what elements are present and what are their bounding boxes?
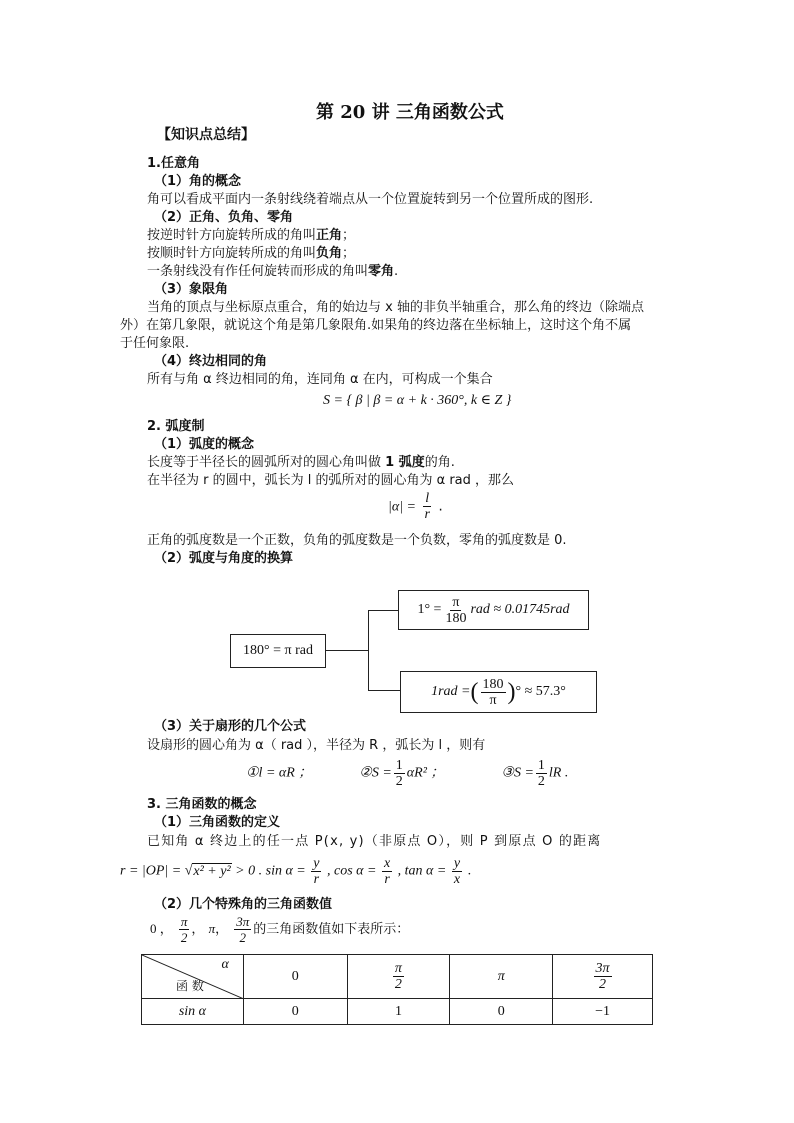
s2-sub1-line3: 正角的弧度数是一个正数，负角的弧度数是一个负数，零角的弧度数是 0. [147,533,567,548]
s2-heading: 2. 弧度制 [147,419,205,434]
special-angles-line: 0 ， $\frac{\pi}{2}$ ， π， $\frac{3\pi}{2}$ 的三角函数值如下表所示： [150,914,410,945]
connector-h-center [325,650,369,651]
s1-heading: 1.任意角 [147,156,200,171]
s1-sub2-line3: 一条射线没有作任何旋转而形成的角叫零角. [147,264,399,279]
s1-sub3-line2: 外）在第几象限，就说这个角是第几象限角.如果角的终边落在坐标轴上，这时这个角不属 [120,318,632,333]
box-180-pi-rad: 180° = π rad [230,634,326,668]
s1-sub3-line3: 于任何象限. [120,336,190,351]
trig-values-table [141,954,653,1025]
table-row [142,999,653,1025]
header-cell: $\frac{3\pi}{2}$ [553,955,653,999]
trig-definition-formula: r = |OP| = √x² + y² > 0 . sin α = $\frac{y}{r}$ , cos α = $\frac{x}{r}$ , tan α = $\frac{y}{x}$ . [120,856,472,887]
s3-sub2-heading: （2）几个特殊角的三角函数值 [154,897,333,912]
coterminal-set-formula: S = { β | β = α + k · 360°, k ∈ Z } [323,393,512,408]
section-header: 【知识点总结】 [157,127,255,143]
s3-sub1-line1: 已知角 α 终边上的任一点 P(x, y)（非原点 O），则 P 到原点 O 的距离 [147,834,602,849]
connector-v [368,610,369,690]
s2-sub3-heading: （3）关于扇形的几个公式 [154,719,307,734]
header-cell: $\frac{\pi}{2}$ [347,955,450,999]
table-cell: −1 [553,999,653,1025]
s1-sub1-text: 角可以看成平面内一条射线绕着端点从一个位置旋转到另一个位置所成的图形. [147,192,594,207]
s1-sub3-line1: 当角的顶点与坐标原点重合，角的始边与 x 轴的非负半轴重合，那么角的终边（除端点 [147,300,644,315]
s3-heading: 3. 三角函数的概念 [147,797,257,812]
box-one-degree: 1° = $\frac{\pi}{180}$ rad ≈ 0.01745rad [398,590,589,630]
s2-sub2-heading: （2）弧度与角度的换算 [154,551,294,566]
sector-formulas: ①l = αR ； ②S = $\frac{1}{2}$ αR² ； ③S = $\frac{1}{2}$ lR . [246,758,569,789]
table-header-row [142,955,653,999]
s1-sub2-heading: （2）正角、负角、零角 [154,210,294,225]
s2-sub1-heading: （1）弧度的概念 [154,437,255,452]
s1-sub4-text: 所有与角 α 终边相同的角，连同角 α 在内，可构成一个集合 [147,372,493,387]
row-label: sin α [142,999,244,1025]
header-cell: π [450,955,553,999]
s1-sub4-heading: （4）终边相同的角 [154,354,268,369]
connector-h-top [368,610,398,611]
table-cell: 0 [450,999,553,1025]
table-corner-cell: α 函 数 [142,955,244,999]
s1-sub2-line1: 按逆时针方向旋转所成的角叫正角； [147,228,356,243]
s2-sub1-line1: 长度等于半径长的圆弧所对的圆心角叫做 1 弧度的角. [147,455,455,470]
s1-sub2-line2: 按顺时针方向旋转所成的角叫负角； [147,246,356,261]
header-cell: 0 [243,955,347,999]
page-title: 第 20 讲 三角函数公式 [316,102,504,123]
s1-sub1-heading: （1）角的概念 [154,174,242,189]
s2-sub1-line2: 在半径为 r 的圆中，弧长为 l 的弧所对的圆心角为 α rad ，那么 [147,473,515,488]
s2-sub3-text: 设扇形的圆心角为 α（ rad ），半径为 R ，弧长为 l ，则有 [147,738,486,753]
connector-h-bottom [368,690,400,691]
box-one-rad: 1rad = ( $\frac{180}{\pi}$ ) ° ≈ 57.3° [400,671,597,713]
table-cell: 1 [347,999,450,1025]
s3-sub1-heading: （1）三角函数的定义 [154,815,281,830]
radian-formula: |α| = $\frac{l}{r}$ . [388,491,443,522]
s1-sub3-heading: （3）象限角 [154,282,229,297]
table-cell: 0 [243,999,347,1025]
